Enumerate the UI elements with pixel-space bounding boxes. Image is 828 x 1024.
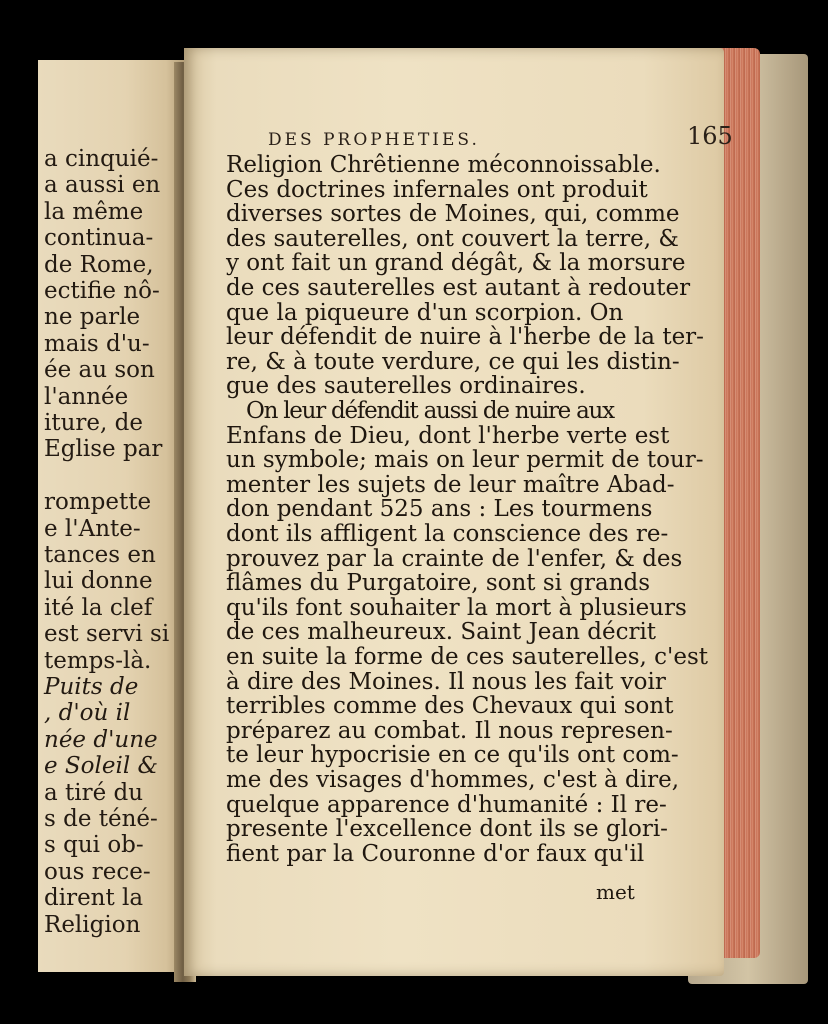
body-text-line: à dire des Moines. Il nous les fait voir xyxy=(226,668,666,695)
body-text-line: prouvez par la crainte de l'enfer, & des xyxy=(226,545,683,572)
body-text-line: fient par la Couronne d'or faux qu'il xyxy=(226,840,645,867)
body-text-line: gue des sauterelles ordinaires. xyxy=(226,373,586,400)
body-text-line: re, & à toute verdure, ce qui les distin- xyxy=(226,348,680,375)
left-text-line: continua- xyxy=(44,225,154,252)
body-text-line: On leur défendit aussi de nuire aux xyxy=(246,398,614,424)
body-text-line: de ces malheureux. Saint Jean décrit xyxy=(226,619,657,646)
left-text-line: s de téné- xyxy=(44,806,158,832)
left-text-line: lui donne xyxy=(44,568,153,595)
body-text-line: flâmes du Purgatoire, sont si grands xyxy=(226,570,651,597)
running-head: DES PROPHETIES. xyxy=(268,130,480,150)
body-text-line: préparez au combat. Il nous represen- xyxy=(226,717,673,744)
body-text-line: que la piqueure d'un scorpion. On xyxy=(226,299,624,326)
left-text-line: e l'Ante- xyxy=(44,515,141,542)
left-page xyxy=(38,60,184,972)
body-text-line: terribles comme des Chevaux qui sont xyxy=(226,693,674,720)
left-text-line: Religion xyxy=(44,911,141,938)
body-text-line: en suite la forme de ces sauterelles, c'est xyxy=(226,644,708,670)
left-text-line: ée au son xyxy=(44,357,155,384)
body-text-line: me des visages d'hommes, c'est à dire, xyxy=(226,767,680,793)
body-text-line: presente l'excellence dont ils se glori- xyxy=(226,816,668,843)
left-text-line: s qui ob- xyxy=(44,832,144,859)
left-text-line: tances en xyxy=(44,542,156,568)
left-text-line: Eglise par xyxy=(44,436,163,463)
left-text-line: a aussi en xyxy=(44,172,161,199)
body-text-line: Enfans de Dieu, dont l'herbe verte est xyxy=(226,422,670,449)
body-text-line: menter les sujets de leur maître Abad- xyxy=(226,471,675,498)
left-text-line: a cinquié- xyxy=(44,146,159,172)
body-text-line: un symbole; mais on leur permit de tour- xyxy=(226,447,704,474)
left-text-line: l'année xyxy=(44,383,129,410)
left-text-line: ectifie nô- xyxy=(44,278,160,304)
left-text-line: mais d'u- xyxy=(44,330,150,357)
book-photo xyxy=(38,40,790,982)
left-text-line: e Soleil & xyxy=(44,753,158,780)
right-page xyxy=(184,48,733,976)
body-text-line: Ces doctrines infernales ont produit xyxy=(226,176,648,203)
left-text-line: dirent la xyxy=(44,885,144,912)
left-text-line: ous rece- xyxy=(44,858,151,885)
body-text-line: Religion Chrêtienne méconnoissable. xyxy=(226,152,661,178)
body-text-line: leur défendit de nuire à l'herbe de la ter- xyxy=(226,324,704,351)
page-number: 165 xyxy=(687,122,733,150)
left-text-line: rompette xyxy=(44,489,152,516)
left-text-line: ité la clef xyxy=(44,594,153,621)
body-text-line: y ont fait un grand dégât, & la morsure xyxy=(226,250,686,277)
body-text-line: don pendant 525 ans : Les tourmens xyxy=(226,496,653,523)
left-text-line: a tiré du xyxy=(44,779,144,806)
body-text-line: quelque apparence d'humanité : Il re- xyxy=(226,791,667,818)
left-text-line: ne parle xyxy=(44,304,141,331)
left-text-line: temps-là. xyxy=(44,647,152,674)
left-text-line: iture, de xyxy=(44,410,143,436)
body-text-line: qu'ils font souhaiter la mort à plusieurs xyxy=(226,594,687,621)
left-text-line: , d'où il xyxy=(44,700,131,727)
body-text-line: des sauterelles, ont couvert la terre, & xyxy=(226,225,679,252)
left-text-line: née d'une xyxy=(44,726,158,753)
body-text-line: diverses sortes de Moines, qui, comme xyxy=(226,201,680,228)
left-text-line: la même xyxy=(44,198,144,225)
body-text-line: de ces sauterelles est autant à redouter xyxy=(226,275,691,301)
left-text-line: de Rome, xyxy=(44,251,154,278)
left-text-line: Puits de xyxy=(44,674,139,700)
catchword: met xyxy=(596,880,635,904)
body-text-line: dont ils affligent la conscience des re- xyxy=(226,521,669,547)
left-text-line: est servi si xyxy=(44,621,170,648)
body-text-line: te leur hypocrisie en ce qu'ils ont com- xyxy=(226,742,679,769)
